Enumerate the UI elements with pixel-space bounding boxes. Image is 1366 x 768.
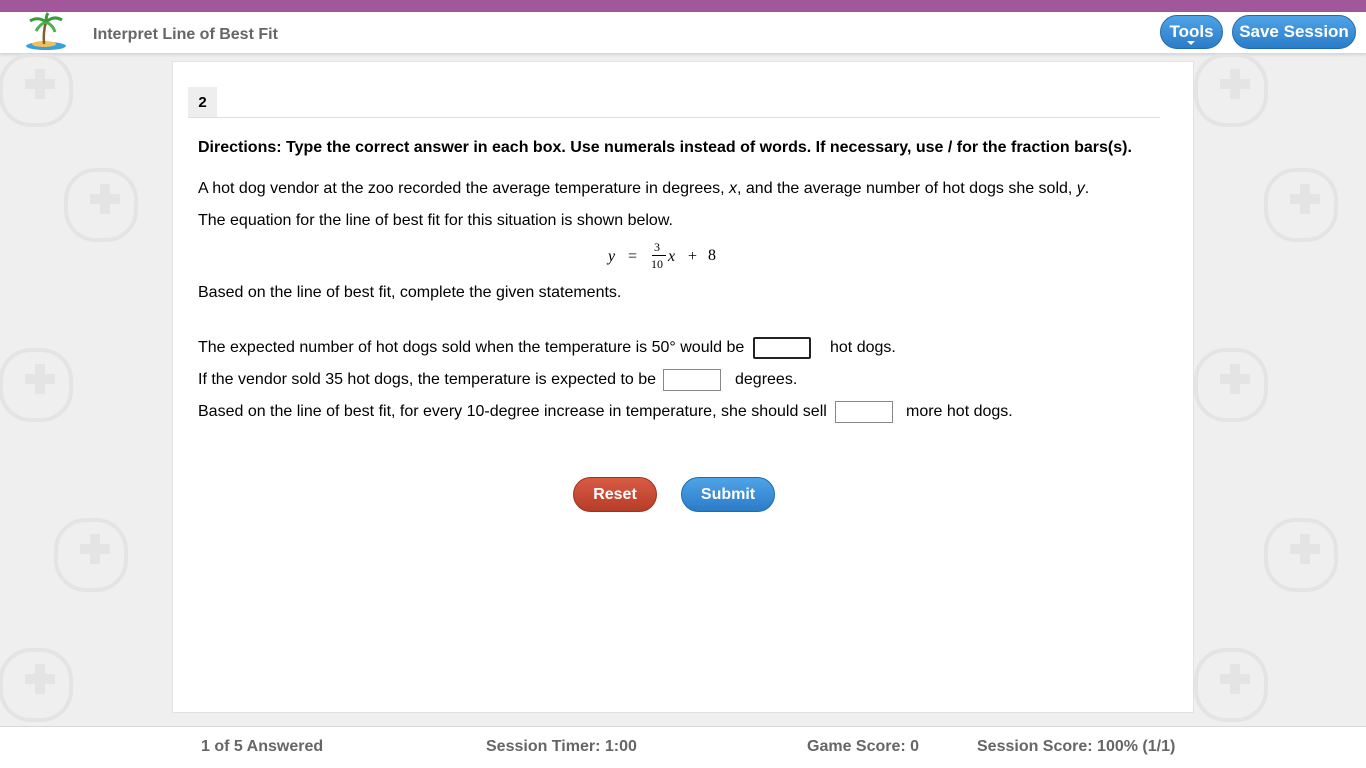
equation-equals: = [628, 248, 638, 265]
divider [188, 117, 1160, 118]
answer-input-2[interactable] [663, 369, 721, 391]
question-number: 2 [188, 87, 217, 117]
app-title: Interpret Line of Best Fit [93, 26, 278, 43]
equation-plus: + [688, 248, 698, 265]
session-score: Session Score: 100% (1/1) [977, 738, 1176, 755]
intro-part-a: A hot dog vendor at the zoo recorded the average temperature in degrees, [198, 180, 730, 197]
prompt-text: Based on the line of best fit, complete the given statements. [198, 284, 622, 301]
header-bar [0, 12, 1366, 54]
statement-3-after: more hot dogs. [906, 403, 1013, 420]
fraction-bar [652, 255, 666, 256]
statement-3-before: Based on the line of best fit, for every 10-degree increase in temperature, she should sell [198, 403, 827, 420]
answered-count: 1 of 5 Answered [201, 738, 324, 755]
answer-input-3[interactable] [835, 401, 893, 423]
session-timer: Session Timer: 1:00 [486, 738, 637, 755]
top-accent-strip [0, 0, 1366, 12]
submit-button[interactable]: Submit [681, 477, 775, 512]
statement-2-before: If the vendor sold 35 hot dogs, the temperature is expected to be [198, 371, 657, 388]
variable-y: y [1076, 180, 1085, 197]
equation-var: x [668, 248, 676, 265]
answer-input-1[interactable] [753, 337, 811, 359]
statement-2-after: degrees. [735, 371, 798, 388]
directions-text: Directions: Type the correct answer in each box. Use numerals instead of words. If necessary, use / for the fraction bars(s). [198, 139, 1132, 156]
question-card [172, 61, 1194, 713]
reset-button[interactable]: Reset [573, 477, 657, 512]
palm-tree-island-icon [24, 12, 68, 52]
equation-lhs: y [608, 248, 616, 265]
variable-x: x [729, 180, 738, 197]
caret-down-icon [1187, 41, 1195, 45]
tools-button-label: Tools [1169, 22, 1214, 41]
footer-bar [0, 726, 1366, 768]
intro-part-b: , and the average number of hot dogs she sold, [737, 180, 1077, 197]
equation-constant: 8 [708, 247, 716, 264]
statement-1-before: The expected number of hot dogs sold when the temperature is 50° would be [198, 339, 745, 356]
statement-1-after: hot dogs. [830, 339, 896, 356]
save-session-button[interactable]: Save Session [1232, 15, 1356, 49]
equation [608, 240, 728, 272]
intro-part-c: . [1084, 180, 1090, 197]
tools-button[interactable] [1160, 15, 1223, 49]
game-score: Game Score: 0 [807, 738, 920, 755]
fraction-numerator: 3 [654, 240, 660, 254]
problem-intro [198, 180, 1089, 198]
fraction-denominator: 10 [651, 257, 663, 271]
equation-intro: The equation for the line of best fit for this situation is shown below. [198, 212, 673, 229]
